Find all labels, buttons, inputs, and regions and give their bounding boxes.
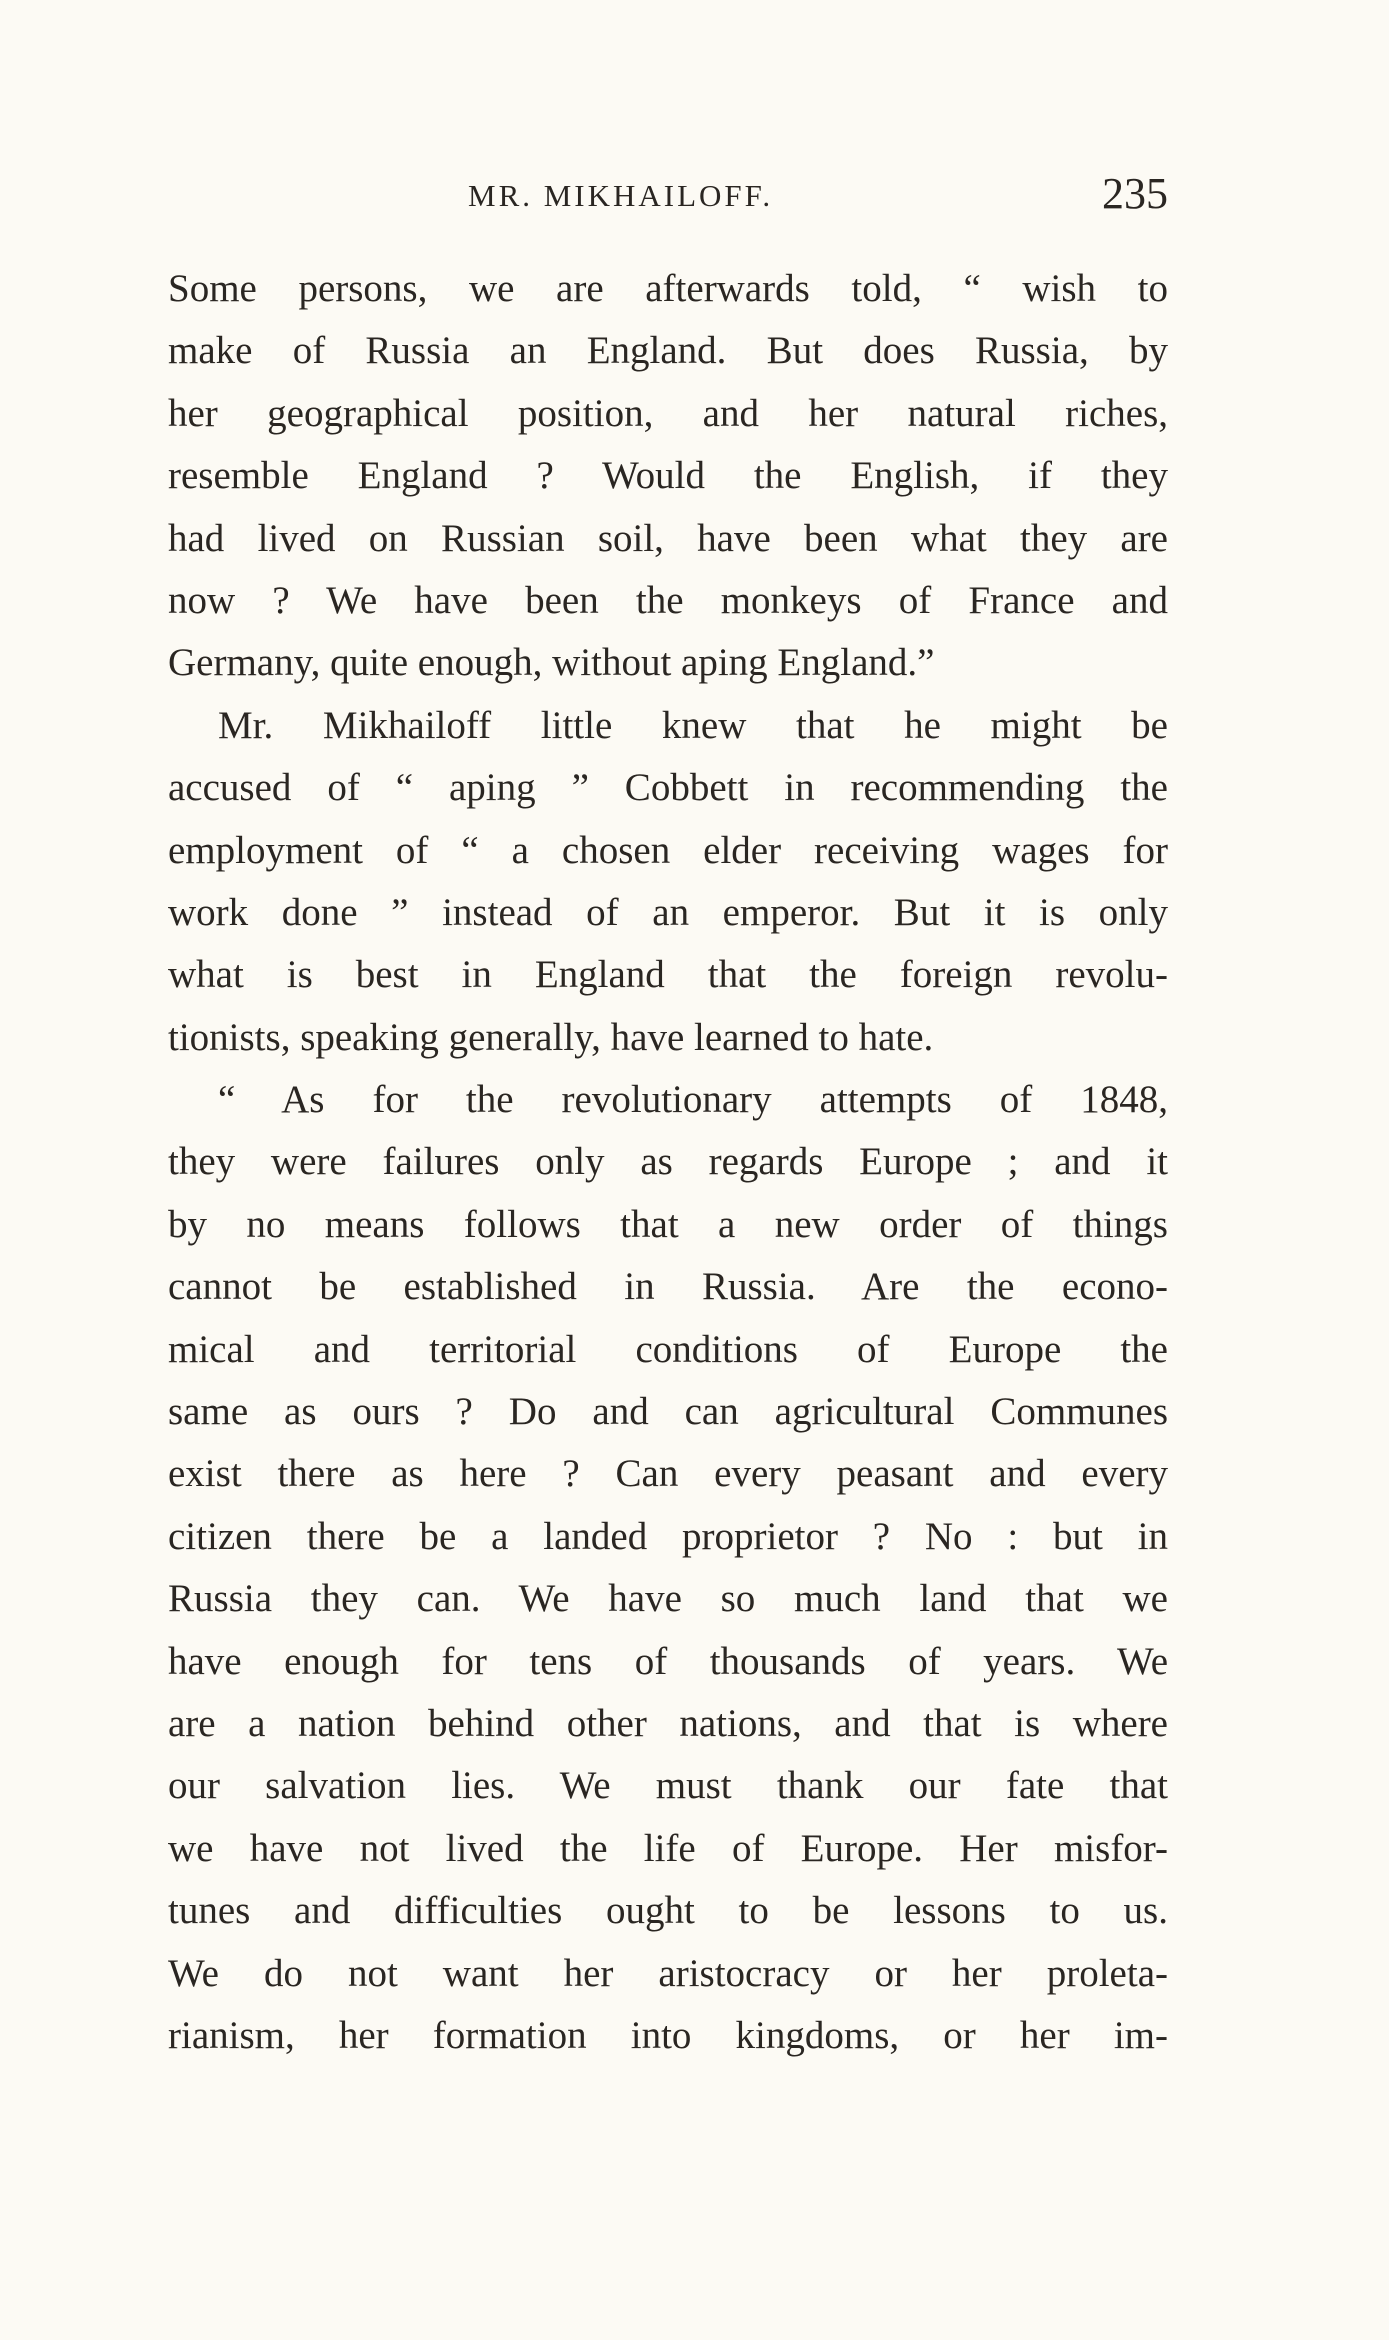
text-line: tionists, speaking generally, have learned to hate. — [168, 1015, 934, 1059]
running-title: MR. MIKHAILOFF. — [468, 178, 774, 213]
text-line: “ As for the revolutionary attempts of 1848, — [218, 1078, 1168, 1122]
text-line: We do not want her aristocracy or her proleta- — [168, 1951, 1168, 1995]
body-text — [168, 258, 1168, 2067]
text-line: make of Russia an England. But does Russia, by — [168, 329, 1168, 373]
text-line: had lived on Russian soil, have been what they are — [168, 516, 1168, 560]
text-line: our salvation lies. We must thank our fate that — [168, 1764, 1168, 1808]
text-line: Mr. Mikhailoff little knew that he might be — [218, 703, 1168, 747]
text-line: accused of “ aping ” Cobbett in recommending the — [168, 766, 1168, 810]
text-line: have enough for tens of thousands of years. We — [168, 1639, 1168, 1683]
text-line: are a nation behind other nations, and that is where — [168, 1701, 1168, 1745]
text-line: Russia they can. We have so much land that we — [168, 1577, 1168, 1621]
text-line: mical and territorial conditions of Europe the — [168, 1327, 1168, 1371]
text-line: by no means follows that a new order of things — [168, 1202, 1168, 1246]
text-line: work done ” instead of an emperor. But it is only — [168, 890, 1168, 934]
text-line: citizen there be a landed proprietor ? No : but in — [168, 1514, 1168, 1558]
text-line: what is best in England that the foreign revolu- — [168, 953, 1168, 997]
text-line: employment of “ a chosen elder receiving wages for — [168, 828, 1168, 872]
page-number: 235 — [1102, 169, 1168, 218]
text-line: resemble England ? Would the English, if they — [168, 454, 1168, 498]
text-line: Germany, quite enough, without aping England.” — [168, 641, 935, 685]
text-line: Some persons, we are afterwards told, “ wish to — [168, 267, 1168, 310]
text-line: tunes and difficulties ought to be lessons to us. — [168, 1889, 1168, 1933]
text-line: exist there as here ? Can every peasant and every — [168, 1452, 1168, 1496]
text-line: cannot be established in Russia. Are the econo- — [168, 1265, 1168, 1309]
text-line: rianism, her formation into kingdoms, or her im- — [168, 2013, 1168, 2057]
text-line: they were failures only as regards Europe ; and it — [168, 1140, 1168, 1184]
text-line: now ? We have been the monkeys of France and — [168, 578, 1168, 622]
running-head — [168, 168, 1168, 228]
text-line: same as ours ? Do and can agricultural Communes — [168, 1390, 1168, 1434]
text-line: her geographical position, and her natural riches, — [168, 391, 1168, 435]
text-line: we have not lived the life of Europe. Her misfor- — [168, 1826, 1168, 1870]
